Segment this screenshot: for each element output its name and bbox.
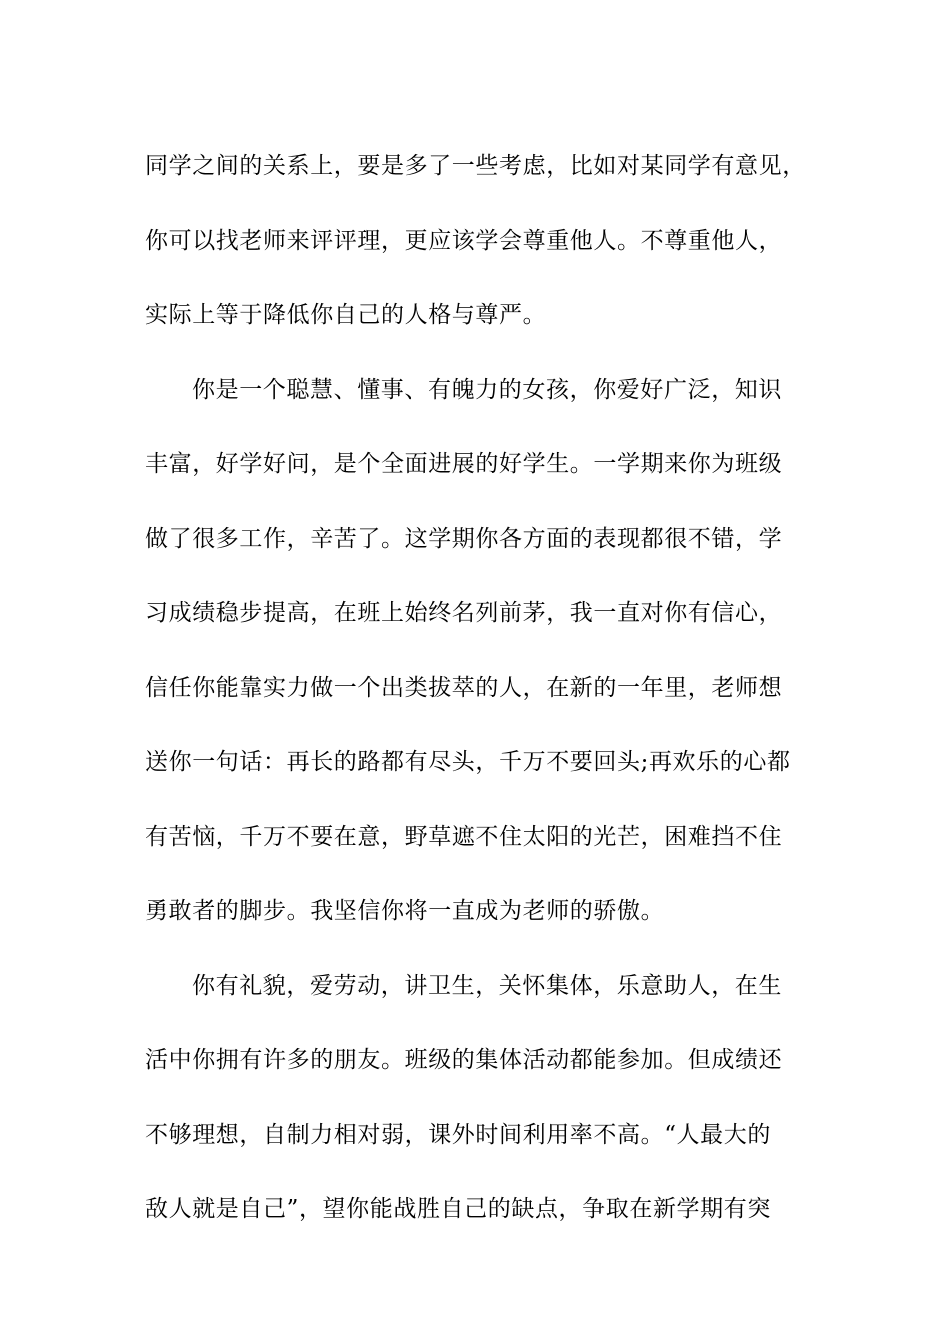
text-line: 信任你能靠实力做一个出类拔萃的人，在新的一年里，老师想 <box>145 674 783 701</box>
paragraph-start-line: 你是一个聪慧、懂事、有魄力的女孩，你爱好广泛，知识 <box>192 376 782 403</box>
body-text <box>145 129 815 1247</box>
text-line: 丰富，好学好问，是个全面进展的好学生。一学期来你为班级 <box>145 451 783 477</box>
text-line: 做了很多工作，辛苦了。这学期你各方面的表现都很不错，学 <box>145 525 783 552</box>
paragraph-start-line: 你有礼貌，爱劳动，讲卫生，关怀集体，乐意助人，在生 <box>192 972 782 999</box>
text-line: 活中你拥有许多的朋友。班级的集体活动都能参加。但成绩还 <box>145 1047 783 1073</box>
text-line: 你可以找老师来评评理，更应该学会尊重他人。不尊重他人， <box>145 227 783 254</box>
text-line: 送你一句话：再长的路都有尽头，千万不要回头;再欢乐的心都 <box>145 749 791 775</box>
text-line: 有苦恼，千万不要在意，野草遮不住太阳的光芒，困难挡不住 <box>145 823 783 850</box>
text-line: 敌人就是自己”，望你能战胜自己的缺点，争取在新学期有突 <box>145 1196 771 1222</box>
text-line: 习成绩稳步提高，在班上始终名列前茅，我一直对你有信心， <box>145 600 783 626</box>
text-line: 不够理想，自制力相对弱，课外时间利用率不高。“人最大的 <box>145 1121 771 1148</box>
text-line: 勇敢者的脚步。我坚信你将一直成为老师的骄傲。 <box>145 898 665 924</box>
text-line: 实际上等于降低你自己的人格与尊严。 <box>145 302 547 328</box>
text-line: 同学之间的关系上，要是多了一些考虑，比如对某同学有意见， <box>145 153 806 179</box>
